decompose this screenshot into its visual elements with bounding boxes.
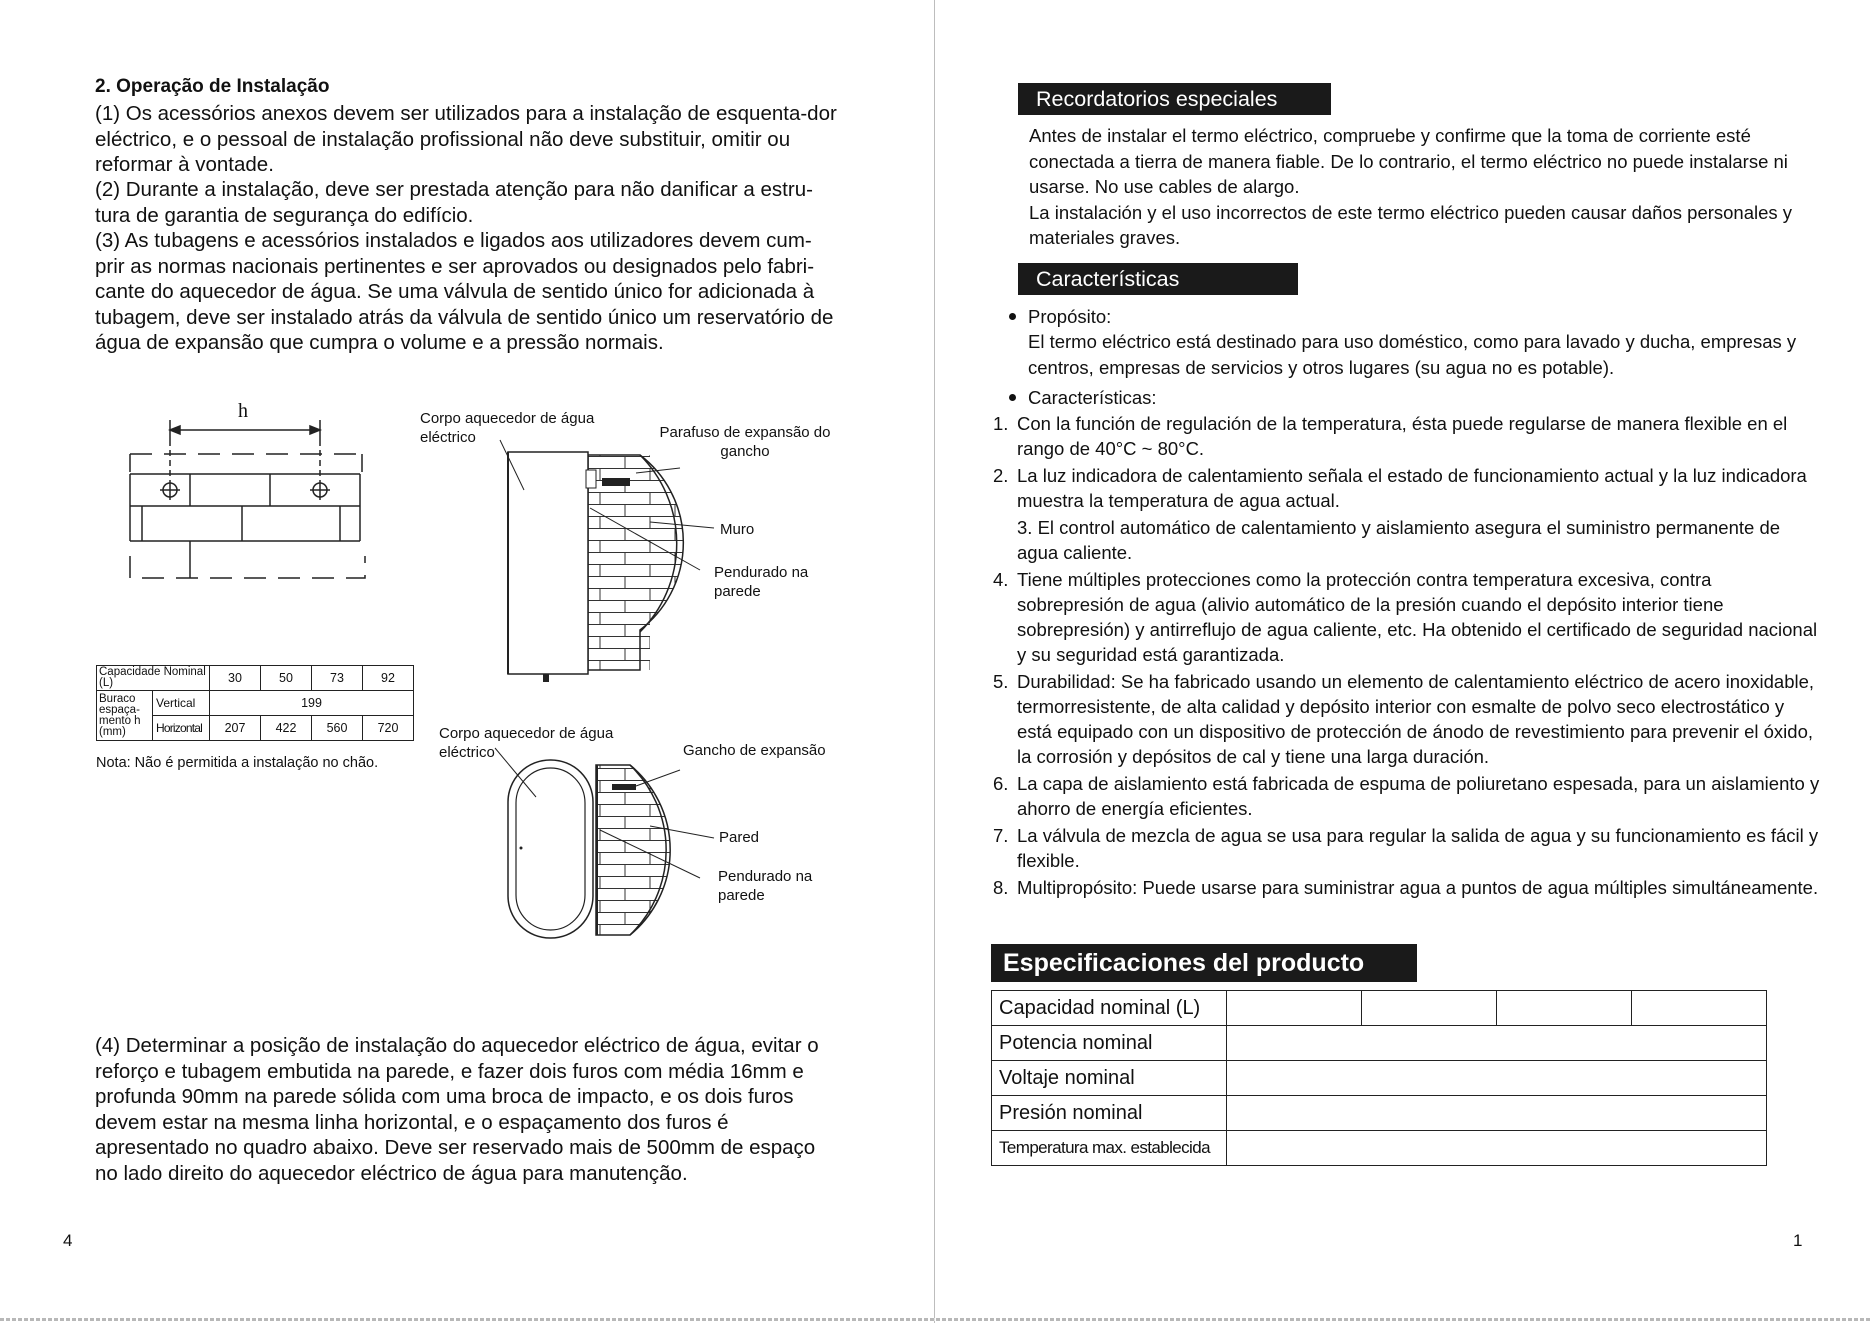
paragraph-1: (1) Os acessórios anexos devem ser utilizados para a instalação de esquenta-dor eléctrico, e o pessoal de instalação profissional não deve substituir, omitir ou reformar à vontade.	[95, 102, 837, 176]
features-bullet	[1009, 385, 1157, 411]
reminder-paragraph: La instalación y el uso incorrectos de este termo eléctrico pueden causar daños personales y materiales graves.	[1029, 201, 1793, 248]
vertical-installation-diagram	[500, 440, 714, 682]
spacing-label: Buraco espaça-mento h (mm)	[97, 691, 153, 741]
left-page	[0, 0, 934, 1323]
spec-label: Temperatura max. establecida	[992, 1131, 1227, 1166]
section-title: 2. Operação de Instalação	[95, 76, 330, 97]
horizontal-value: 207	[210, 716, 261, 741]
table-row	[97, 666, 414, 691]
features-heading: Características	[1018, 263, 1298, 295]
item-text: Tiene múltiples protecciones como la protección contra temperatura excesiva, contra sobrepresión de agua (alivio automático de la presión cuando el depósito interior tiene sobrepresión) y antirreflujo de agua caliente, etc. Ha obtenido el certificado de seguridad nacional y su seguridad está garantizada.	[1017, 569, 1818, 665]
list-item	[990, 875, 1820, 900]
spec-value	[1497, 991, 1632, 1026]
item-text: La válvula de mezcla de agua se usa para regular la salida de agua y su funcionamiento es fácil y flexible.	[1017, 825, 1819, 871]
list-item	[990, 823, 1820, 873]
horizontal-installation-diagram	[495, 748, 714, 938]
features-label: Características:	[1028, 387, 1157, 408]
horizontal-value: 720	[363, 716, 414, 741]
item-text: La luz indicadora de calentamiento señala el estado de funcionamiento actual y la luz indicadora muestra la temperatura de agua actual.	[1017, 465, 1807, 511]
h-dimension-label: h	[238, 400, 248, 422]
vertical-hung-label: Pendurado na parede	[714, 564, 809, 600]
reminder-paragraph: Antes de instalar el termo eléctrico, compruebe y confirme que la toma de corriente esté conectada a tierra de manera fiable. De lo contrario, el termo eléctrico no puede instalarse ni usarse. No use cables de alargo.	[1029, 125, 1788, 197]
vertical-label: Vertical	[153, 691, 210, 716]
item-number: 8.	[993, 877, 1009, 898]
capacity-cell: 73	[312, 666, 363, 691]
page-number-right: 1	[1793, 1231, 1803, 1250]
horizontal-label: Horizontal	[153, 716, 210, 741]
spec-label: Capacidad nominal (L)	[992, 991, 1227, 1026]
product-specs-table	[991, 990, 1767, 1166]
capacity-cell: 30	[210, 666, 261, 691]
spec-value	[1227, 991, 1362, 1026]
table-row	[992, 1131, 1767, 1166]
purpose-label: Propósito:	[1028, 306, 1112, 327]
item-text: La capa de aislamiento está fabricada de espuma de poliuretano espesada, para un aislamiento y ahorro de energía eficientes.	[1017, 773, 1820, 819]
spec-label: Voltaje nominal	[992, 1061, 1227, 1096]
spec-value	[1227, 1061, 1767, 1096]
list-item	[990, 669, 1820, 769]
spec-label: Potencia nominal	[992, 1026, 1227, 1061]
vertical-value: 199	[210, 691, 414, 716]
list-item	[990, 411, 1820, 461]
floor-install-note: Nota: Não é permitida a instalação no chão.	[96, 755, 379, 771]
item-number: 2.	[993, 465, 1009, 486]
table-row	[992, 1096, 1767, 1131]
hole-spacing-diagram	[130, 420, 365, 578]
horizontal-wall-label: Pared	[719, 829, 760, 846]
list-item	[990, 515, 1820, 565]
vertical-wall-label: Muro	[720, 521, 755, 538]
horizontal-body-label: Corpo aquecedor de água eléctrico	[439, 725, 614, 761]
spec-value	[1227, 1096, 1767, 1131]
item-number: 6.	[993, 773, 1009, 794]
horizontal-hook-label: Gancho de expansão	[683, 742, 826, 759]
item-number: 4.	[993, 569, 1009, 590]
item-number: 7.	[993, 825, 1009, 846]
page-number-left: 4	[63, 1231, 73, 1250]
purpose-text: El termo eléctrico está destinado para uso doméstico, como para lavado y ducha, empresas y centros, empresas de servicios y otros lugares (su agua no es potable).	[1028, 331, 1797, 378]
paragraph-3: (3) As tubagens e acessórios instalados e ligados aos utilizadores devem cum-prir as normas nacionais pertinentes e ser aprovados ou designados pelo fabri-cante do aquecedor de água. Se uma válvula de sentido único for adicionada à tubagem, deve ser instalado atrás da válvula de sentido único um reservatório de água de expansão que cumpra o volume e a pressão normais.	[95, 229, 834, 354]
item-number: 1.	[993, 413, 1009, 434]
vertical-body-label: Corpo aquecedor de água eléctrico	[420, 410, 595, 446]
spec-value	[1632, 991, 1767, 1026]
list-item	[990, 771, 1820, 821]
list-item	[990, 567, 1820, 667]
spec-value	[1227, 1026, 1767, 1061]
list-item	[990, 463, 1820, 513]
horizontal-hung-label: Pendurado na parede	[718, 868, 813, 904]
spec-value	[1362, 991, 1497, 1026]
specs-heading: Especificaciones del producto	[991, 944, 1417, 982]
vertical-screw-label: Parafuso de expansão do gancho	[659, 424, 831, 460]
paragraph-2: (2) Durante a instalação, deve ser prestada atenção para não danificar a estru-tura de garantia de segurança do edifício.	[95, 178, 813, 227]
capacity-cell: 92	[363, 666, 414, 691]
item-text: 3. El control automático de calentamiento y aislamiento asegura el suministro permanente de agua caliente.	[1017, 517, 1781, 563]
table-row	[97, 691, 414, 716]
reminders-text	[1029, 123, 1829, 251]
features-list	[990, 411, 1820, 902]
table-row	[992, 1026, 1767, 1061]
item-text: Con la función de regulación de la temperatura, ésta puede regularse de manera flexible en el rango de 40°C ~ 80°C.	[1017, 413, 1788, 459]
purpose-bullet	[1009, 304, 1111, 330]
spec-value	[1227, 1131, 1767, 1166]
paragraph-4: (4) Determinar a posição de instalação do aquecedor eléctrico de água, evitar o reforço e tubagem embutida na parede, e fazer dois furos com média 16mm e profunda 90mm na parede sólida com uma broca de impacto, e os dois furos devem estar na mesma linha horizontal, e o espaçamento dos furos é apresentado no quadro abaixo. Deve ser reservado mais de 500mm de espaço no lado direito do aquecedor eléctrico de água para manutenção.	[95, 1034, 819, 1185]
bullet-icon	[1009, 313, 1016, 320]
hole-spacing-table	[96, 665, 414, 741]
item-number: 5.	[993, 671, 1009, 692]
table-row	[992, 1061, 1767, 1096]
item-text: Multipropósito: Puede usarse para suministrar agua a puntos de agua múltiples simultáneamente.	[1017, 877, 1819, 898]
table-row	[992, 991, 1767, 1026]
reminders-heading: Recordatorios especiales	[1018, 83, 1331, 115]
horizontal-value: 422	[261, 716, 312, 741]
page-fold	[934, 0, 935, 1323]
horizontal-value: 560	[312, 716, 363, 741]
installation-diagrams	[0, 0, 934, 1000]
bullet-icon	[1009, 394, 1016, 401]
capacity-label: Capacidade Nominal (L)	[97, 666, 210, 691]
spec-label: Presión nominal	[992, 1096, 1227, 1131]
item-text: Durabilidad: Se ha fabricado usando un elemento de calentamiento eléctrico de acero inoxidable, termorresistente, de alta calidad y depósito interior con esmalte de polvo seco electrostático y está equipado con un dispositivo de protección de ánodo de revestimiento para prevenir el óxido, la corrosión y depósitos de cal y tiene una larga duración.	[1017, 671, 1815, 767]
capacity-cell: 50	[261, 666, 312, 691]
